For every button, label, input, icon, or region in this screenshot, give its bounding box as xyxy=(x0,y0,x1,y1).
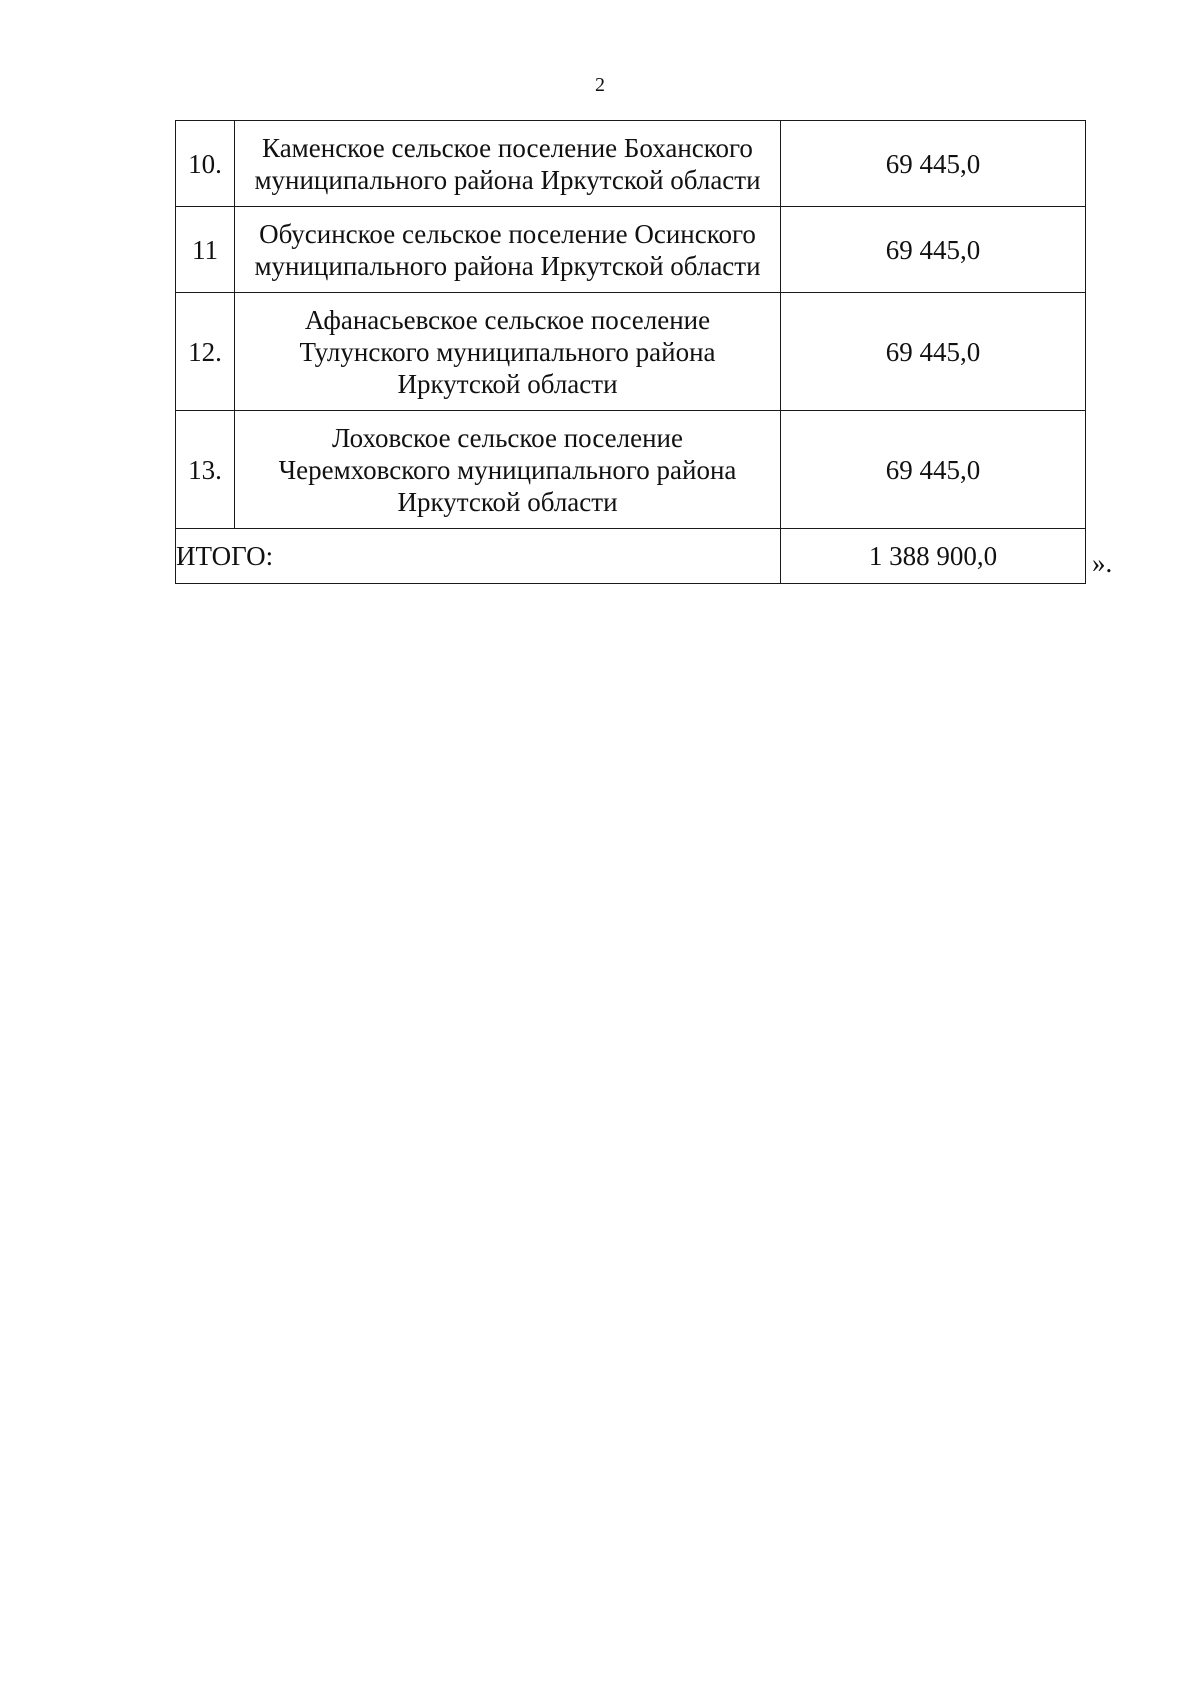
table-row xyxy=(176,411,1086,529)
settlement-name xyxy=(235,121,781,207)
amount-cell: 69 445,0 xyxy=(781,293,1086,411)
row-number: 10. xyxy=(176,121,235,207)
total-label: ИТОГО: xyxy=(176,529,781,584)
amount-cell: 69 445,0 xyxy=(781,207,1086,293)
amount-cell: 69 445,0 xyxy=(781,121,1086,207)
page-number: 2 xyxy=(595,74,605,96)
amount-cell: 69 445,0 xyxy=(781,411,1086,529)
row-number: 12. xyxy=(176,293,235,411)
settlement-name-line: Лоховское сельское поселение xyxy=(332,422,683,453)
settlement-name-line: Афанасьевское сельское поселение xyxy=(304,304,711,335)
settlement-name xyxy=(235,411,781,529)
settlement-name-line: муниципального района Иркутской области xyxy=(254,164,761,195)
settlement-name-line: Черемховского муниципального района xyxy=(278,454,737,485)
settlement-name xyxy=(235,207,781,293)
row-number: 13. xyxy=(176,411,235,529)
table-row xyxy=(176,121,1086,207)
row-number: 11 xyxy=(176,207,235,293)
settlement-name-line: Каменское сельское поселение Боханского xyxy=(262,132,753,163)
allocation-table xyxy=(175,120,1086,584)
settlement-name xyxy=(235,293,781,411)
closing-quote: ». xyxy=(1092,548,1113,578)
settlement-name-line: Тулунского муниципального района xyxy=(299,336,716,367)
settlement-name-line: Обусинское сельское поселение Осинского xyxy=(259,218,756,249)
table-row xyxy=(176,293,1086,411)
settlement-name-line: муниципального района Иркутской области xyxy=(254,250,761,281)
total-amount: 1 388 900,0 xyxy=(781,529,1086,584)
settlement-name-line: Иркутской области xyxy=(397,486,618,517)
table-row xyxy=(176,207,1086,293)
total-row xyxy=(176,529,1086,584)
settlement-name-line: Иркутской области xyxy=(397,368,618,399)
